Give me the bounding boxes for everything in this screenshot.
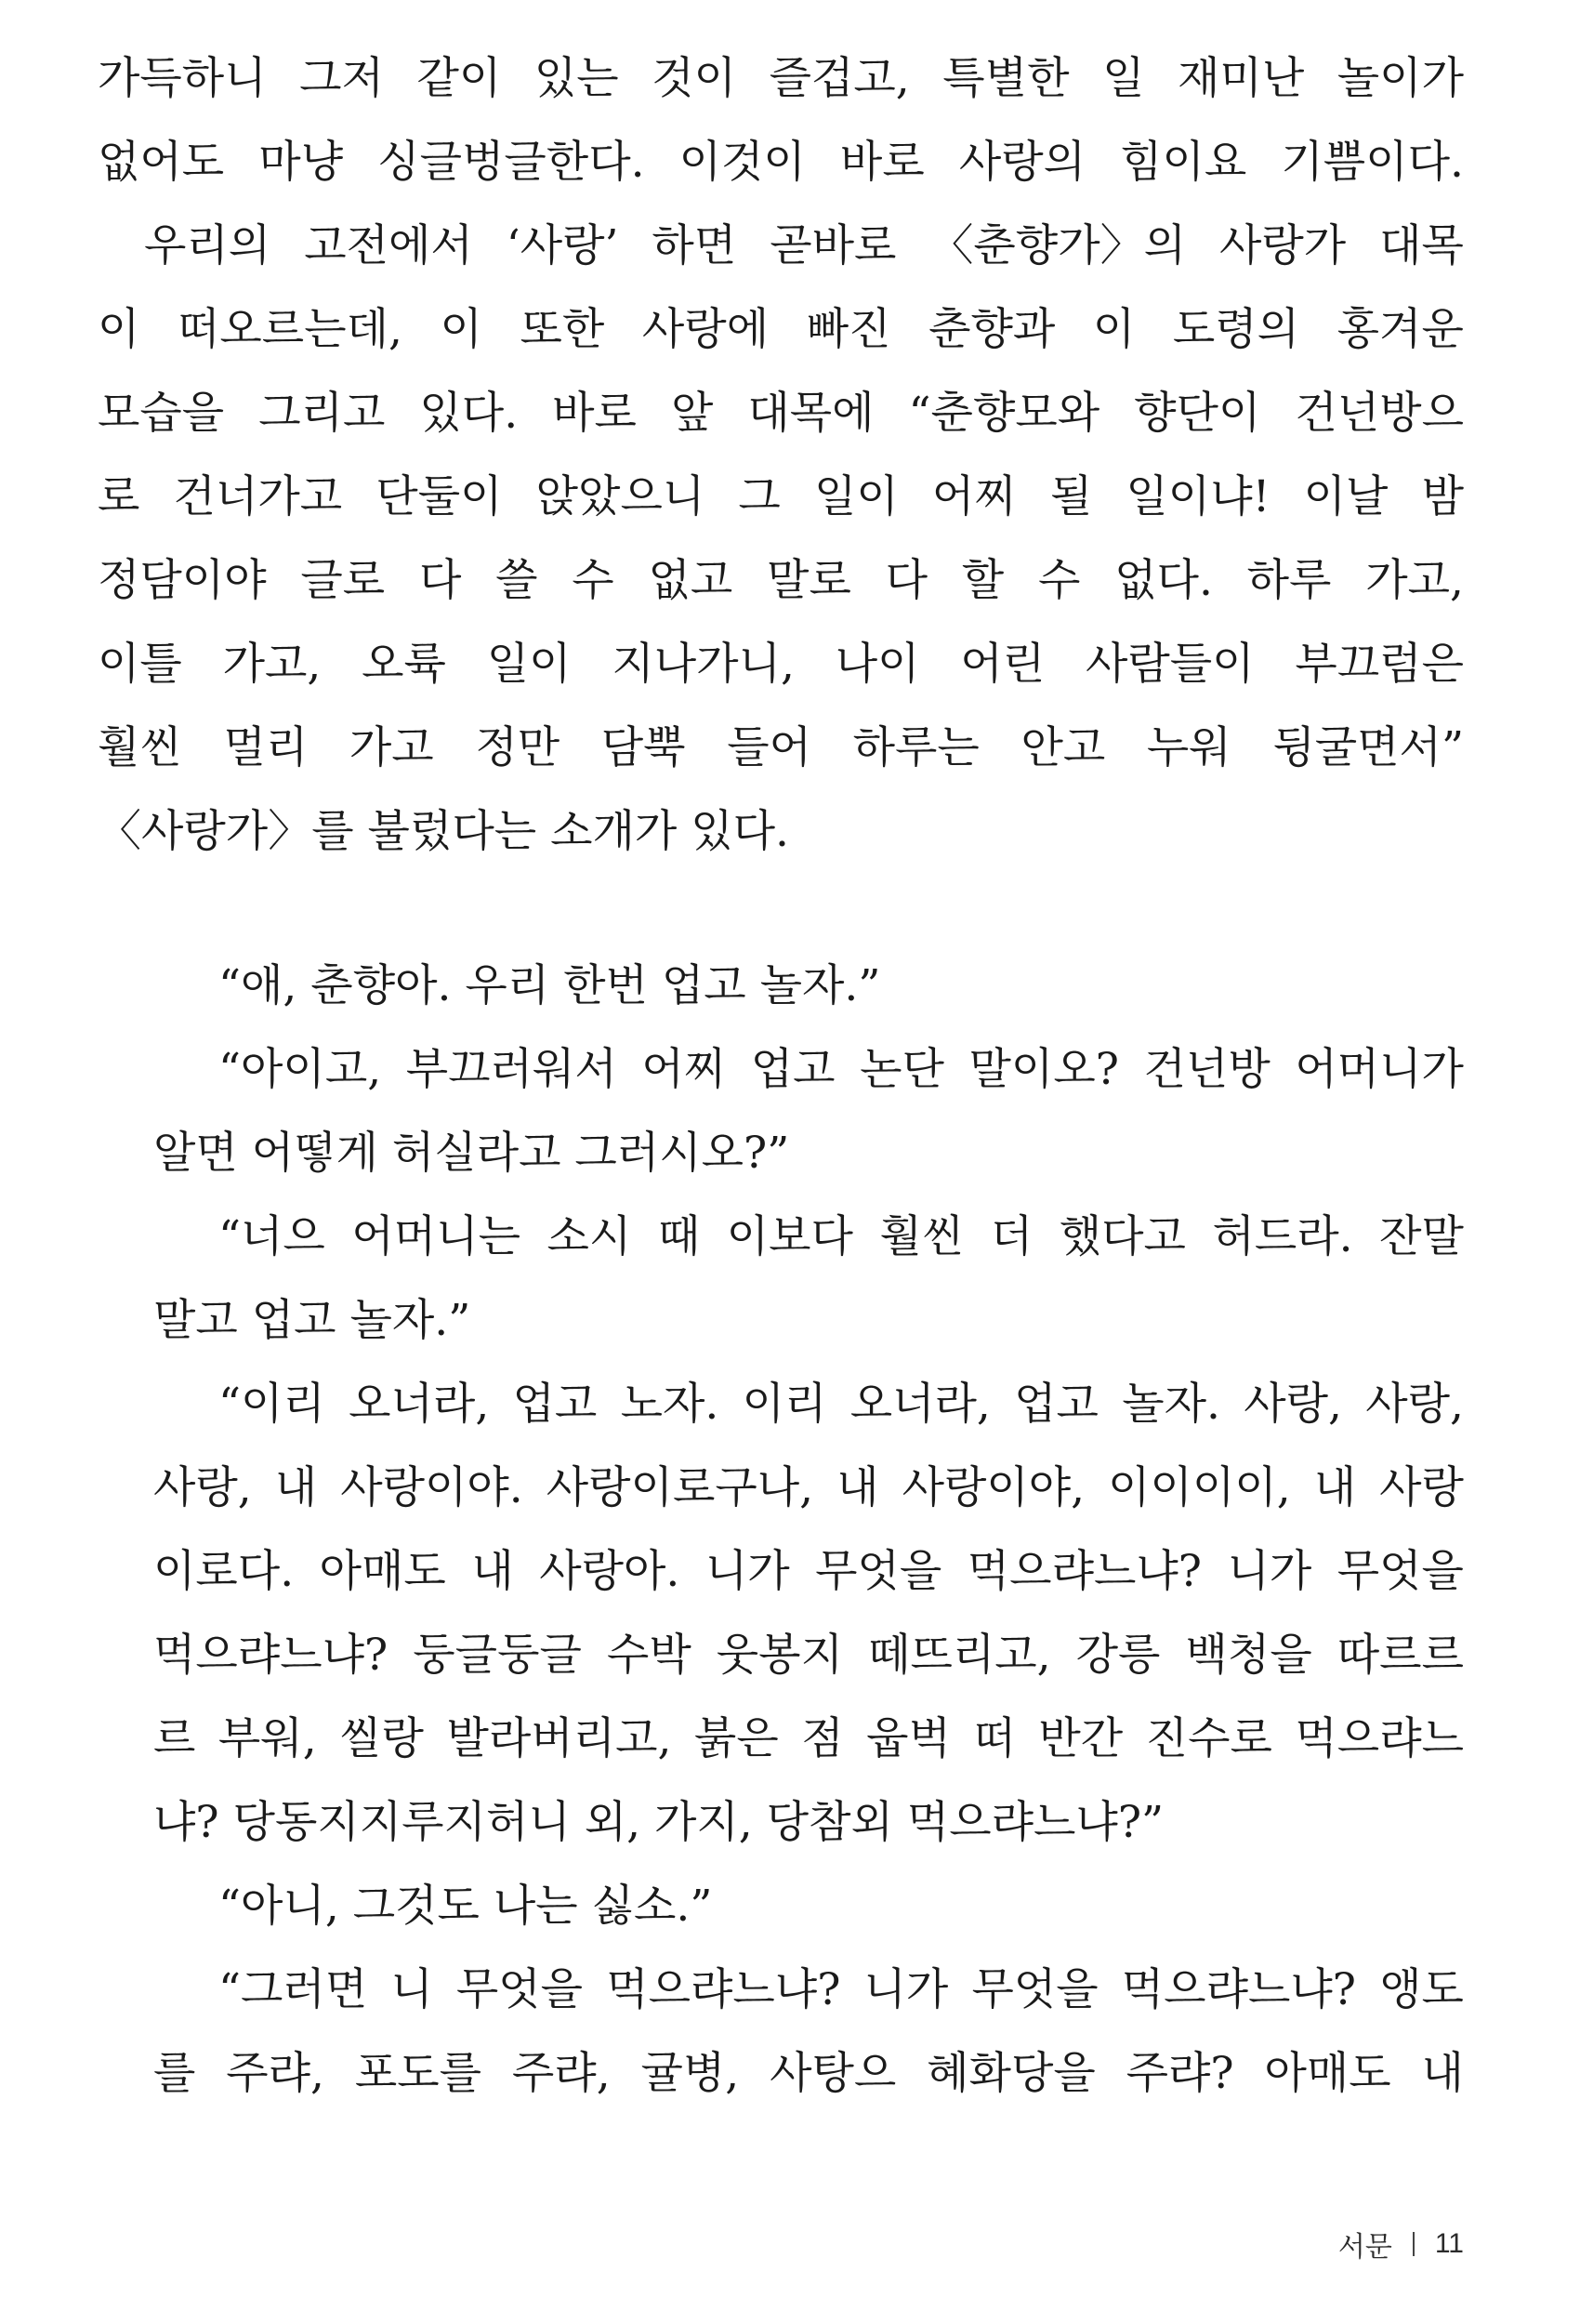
text-line: 로 건너가고 단둘이 앉았으니 그 일이 어찌 될 일이냐! 이날 밤 bbox=[98, 471, 1464, 522]
dialogue-line: “너으 어머니는 소시 때 이보다 훨씬 더 했다고 허드라. 잔말 bbox=[218, 1211, 1464, 1262]
dialogue-line: “아이고, 부끄러워서 어찌 업고 논단 말이오? 건넌방 어머니가 bbox=[218, 1044, 1464, 1095]
text-line: 이틀 가고, 오륙 일이 지나가니, 나이 어린 사람들이 부끄럼은 bbox=[98, 639, 1464, 690]
dialogue-line: 말고 업고 놀자.” bbox=[153, 1295, 471, 1346]
dialogue-line: “그러면 니 무엇을 먹으랴느냐? 니가 무엇을 먹으랴느냐? 앵도 bbox=[218, 1964, 1464, 2015]
dialogue-line: 사랑, 내 사랑이야. 사랑이로구나, 내 사랑이야, 이이이이, 내 사랑 bbox=[153, 1462, 1464, 1513]
page-number: 11 bbox=[1434, 2228, 1464, 2259]
footer-divider bbox=[1413, 2232, 1415, 2256]
text-line: 이 떠오르는데, 이 또한 사랑에 빠진 춘향과 이 도령의 홍겨운 bbox=[98, 304, 1464, 355]
dialogue-line: “애, 춘향아. 우리 한번 업고 놀자.” bbox=[218, 960, 881, 1011]
text-line: 훨씬 멀리 가고 정만 담뿍 들어 하루는 안고 누워 뒹굴면서” bbox=[98, 722, 1464, 773]
dialogue-line: 먹으랴느냐? 둥글둥글 수박 웃봉지 떼뜨리고, 강릉 백청을 따르르 bbox=[153, 1630, 1464, 1681]
dialogue-line: 냐? 당동지지루지허니 외, 가지, 당참외 먹으랴느냐?” bbox=[153, 1797, 1165, 1848]
text-line: 가득하니 그저 같이 있는 것이 즐겁고, 특별한 일 재미난 놀이가 bbox=[98, 53, 1464, 104]
text-line: 우리의 고전에서 ‘사랑’ 하면 곧바로 〈춘향가〉의 사랑가 대목 bbox=[144, 220, 1464, 271]
dialogue-line: “아니, 그것도 나는 싫소.” bbox=[218, 1881, 713, 1932]
dialogue-line: 이로다. 아매도 내 사랑아. 니가 무엇을 먹으랴느냐? 니가 무엇을 bbox=[153, 1546, 1464, 1597]
body-text bbox=[98, 37, 1464, 874]
dialogue-line: 를 주랴, 포도를 주랴, 귤병, 사탕으 혜화당을 주랴? 아매도 내 bbox=[153, 2048, 1464, 2099]
text-line: 〈사랑가〉를 불렀다는 소개가 있다. bbox=[98, 806, 789, 857]
dialogue-block bbox=[153, 944, 1464, 2116]
page-footer bbox=[1338, 2224, 1464, 2265]
text-line: 없어도 마냥 싱글벙글한다. 이것이 바로 사랑의 힘이요 기쁨이다. bbox=[98, 137, 1464, 188]
dialogue-line: “이리 오너라, 업고 노자. 이리 오너라, 업고 놀자. 사랑, 사랑, bbox=[218, 1379, 1464, 1430]
text-line: 정담이야 글로 다 쓸 수 없고 말로 다 할 수 없다. 하루 가고, bbox=[98, 555, 1464, 606]
text-line: 모습을 그리고 있다. 바로 앞 대목에 “춘향모와 향단이 건넌방으 bbox=[98, 388, 1464, 439]
dialogue-line: 르 부워, 씰랑 발라버리고, 붉은 점 웁벅 떠 반간 진수로 먹으랴느 bbox=[153, 1713, 1464, 1764]
section-title: 서문 bbox=[1337, 2232, 1392, 2263]
dialogue-line: 알면 어떻게 허실라고 그러시오?” bbox=[153, 1128, 790, 1179]
